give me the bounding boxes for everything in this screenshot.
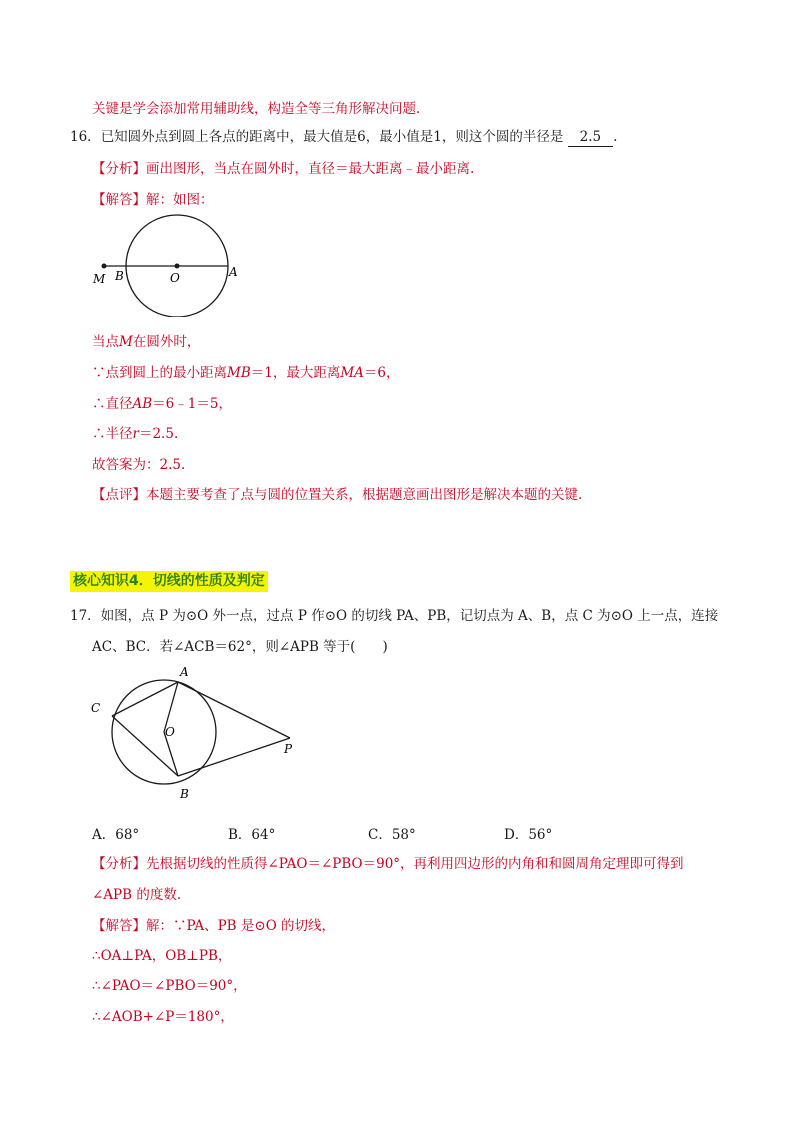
q16-step3-post: ＝6﹣1＝5， <box>152 396 232 412</box>
q17-option-a: A．68° <box>92 827 140 843</box>
prev-conclusion: 关键是学会添加常用辅助线，构造全等三角形解决问题. <box>92 101 421 117</box>
q17-label-c: C <box>91 701 101 715</box>
q16-number: 16． <box>70 129 101 145</box>
q16-step2-pre: ∵点到圆上的最小距离 <box>92 365 227 381</box>
q16-label-m: M <box>93 272 106 286</box>
q17-line1-text: 如图，点 P 为⊙O 外一点，过点 P 作⊙O 的切线 PA、PB，记切点为 A、B，点 C 为⊙O 上一点，连接 <box>100 608 719 624</box>
q16-step3 <box>92 395 232 413</box>
q16-step4-post: ＝2.5. <box>138 426 179 442</box>
q17-solution-line4: ∴∠AOB+∠P＝180°， <box>92 1009 234 1025</box>
q16-point-m <box>102 264 107 269</box>
q17-label-p: P <box>284 742 293 756</box>
q16-step3-pre: ∴直径 <box>92 396 133 412</box>
q17-tangent-pa <box>178 682 290 738</box>
q16-point-o <box>175 264 180 269</box>
section-title: 核心知识4．切线的性质及判定 <box>70 571 268 592</box>
q17-option-d: D．56° <box>504 827 553 843</box>
q17-label-o: O <box>165 725 175 739</box>
q16-step3-var: AB <box>132 396 153 412</box>
q16-text: 已知圆外点到圆上各点的距离中，最大值是6，最小值是1，则这个圆的半径是 <box>100 129 564 145</box>
q17-stem-line2: AC、BC．若∠ACB＝62°，则∠APB 等于( ) <box>92 639 388 655</box>
q17-chord-ca <box>112 682 178 716</box>
q16-solution-label: 【解答】解：如图： <box>92 192 214 208</box>
q16-step4 <box>92 425 178 443</box>
q16-analysis: 【分析】画出图形，当点在圆外时，直径＝最大距离﹣最小距离. <box>92 161 475 177</box>
q16-step4-pre: ∴半径 <box>92 426 133 442</box>
q16-step4-var: r <box>132 426 139 442</box>
q17-solution-line3: ∴∠PAO＝∠PBO＝90°， <box>92 978 247 994</box>
q16-step2-mid: ＝1，最大距离 <box>250 365 341 381</box>
q16-step2 <box>92 364 400 382</box>
q17-analysis-line1: 【分析】先根据切线的性质得∠PAO＝∠PBO＝90°，再利用四边形的内角和和圆周角定理即可得到 <box>92 856 684 872</box>
q17-option-b: B．64° <box>228 827 276 843</box>
q17-label-b: B <box>180 787 189 801</box>
q16-step1-pre: 当点 <box>92 334 119 350</box>
q16-label-o: O <box>170 271 180 285</box>
q17-stem-line1 <box>70 607 718 625</box>
q17-solution-line2: ∴OA⊥PA，OB⊥PB， <box>92 948 232 964</box>
q16-final-answer: 故答案为：2.5. <box>92 457 186 473</box>
q16-label-a: A <box>229 265 238 279</box>
q17-solution-line1: 【解答】解：∵PA、PB 是⊙O 的切线， <box>92 918 336 934</box>
q16-step1-var: M <box>119 334 133 350</box>
q16-circle-figure <box>85 212 255 317</box>
q17-number: 17． <box>70 608 101 624</box>
q16-step1 <box>92 333 200 351</box>
q17-option-c: C．58° <box>368 827 416 843</box>
q16-stem <box>70 128 617 147</box>
q17-tangent-figure <box>85 660 305 810</box>
q17-label-a: A <box>180 665 189 679</box>
q16-answer-blank: 2.5 <box>568 128 613 147</box>
q16-step2-mb: MB <box>227 365 251 381</box>
q16-step2-post: ＝6， <box>363 365 400 381</box>
q16-end: . <box>613 129 618 145</box>
q16-step2-ma: MA <box>340 365 364 381</box>
q17-tangent-pb <box>178 738 290 776</box>
q17-analysis-line2: ∠APB 的度数. <box>92 887 182 903</box>
q16-comment: 【点评】本题主要考查了点与圆的位置关系，根据题意画出图形是解决本题的关键. <box>92 487 583 503</box>
q16-label-b: B <box>115 269 124 283</box>
q16-step1-post: 在圆外时， <box>132 334 201 350</box>
